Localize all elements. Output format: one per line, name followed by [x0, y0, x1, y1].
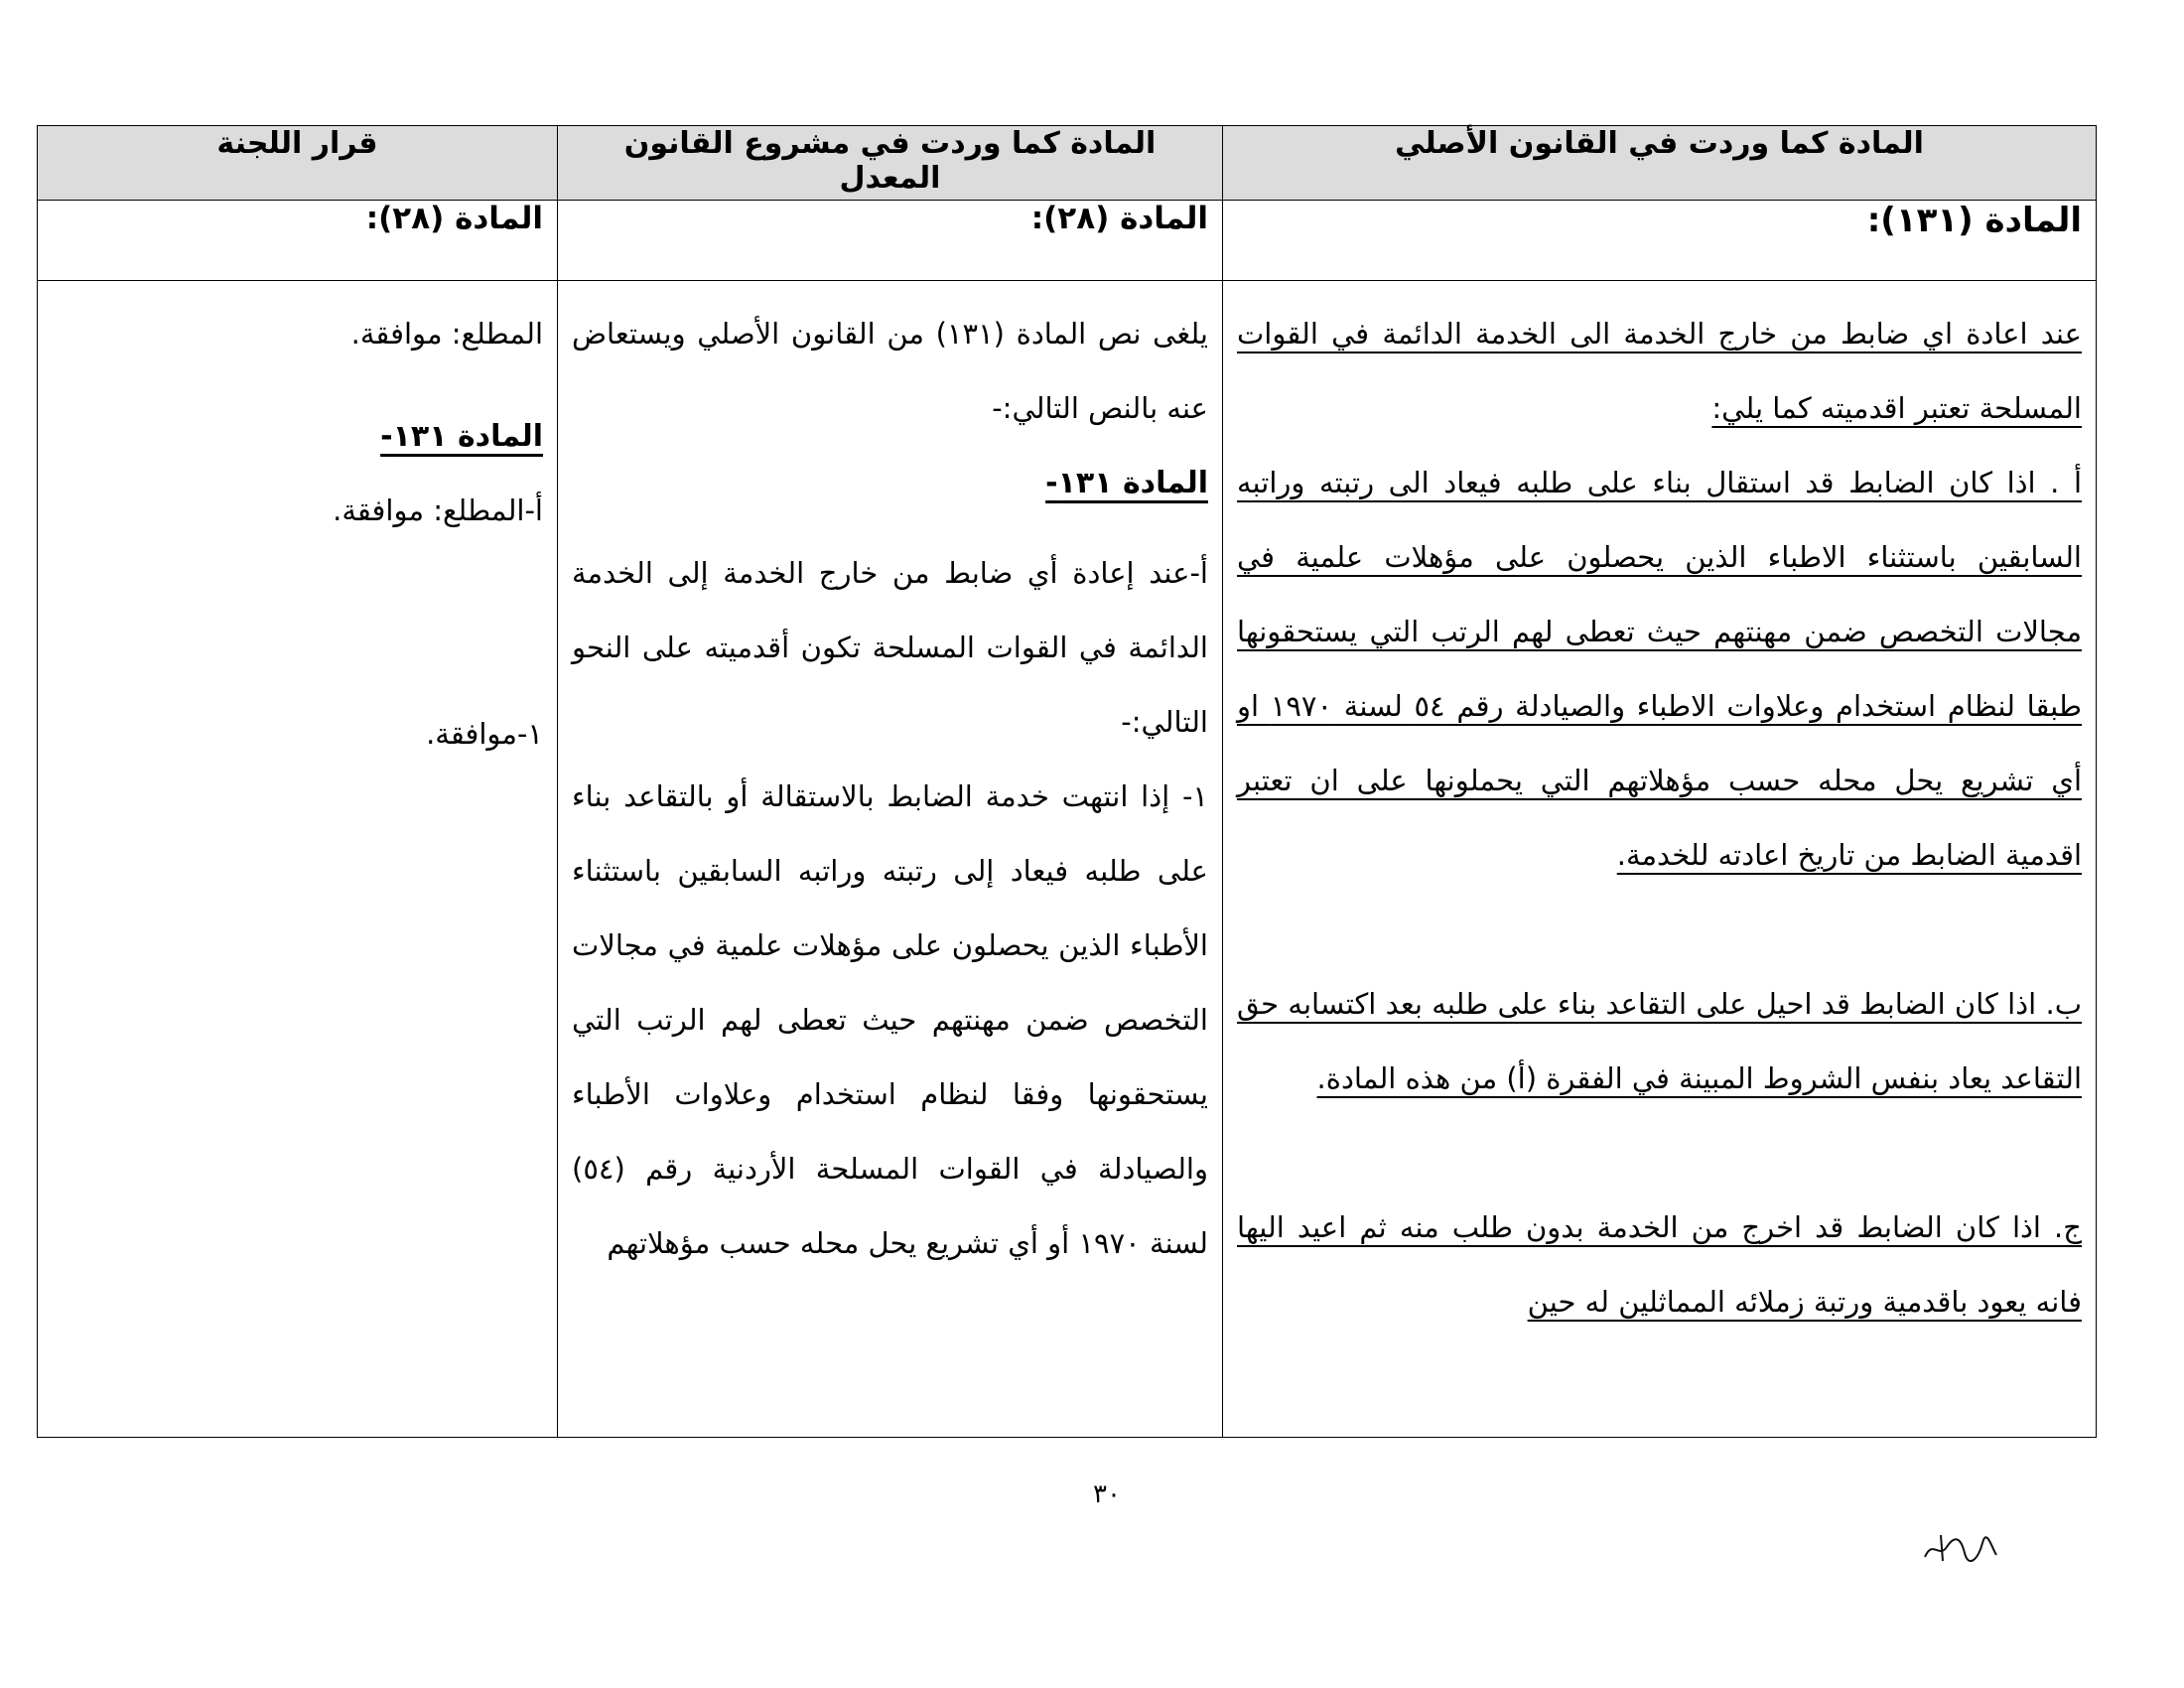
amended-para-a: أ-عند إعادة أي ضابط من خارج الخدمة إلى الخدمة الدائمة في القوات المسلحة تكون أقدميته على النحو التالي:-	[572, 556, 1208, 739]
original-para-a: أ . اذا كان الضابط قد استقال بناء على طلبه فيعاد الى رتبته وراتبه السابقين باستثناء الاطباء الذين يحصلون على مؤهلات علمية في مجالات التخصص ضمن مهنتهم حيث تعطى لهم الرتب التي يستحقونها طبقا لنظام استخدام وعلاوات الاطباء والصيادلة رقم ٥٤ لسنة ١٩٧٠ او أي تشريع يحل محله حسب مؤهلاتهم التي يحملونها على ان تعتبر اقدمية الضابط من تاريخ اعادته للخدمة.	[1237, 466, 2082, 872]
article-row	[38, 201, 2097, 281]
original-para-b: ب. اذا كان الضابط قد احيل على التقاعد بناء على طلبه بعد اكتسابه حق التقاعد يعاد بنفس الشروط المبينة في الفقرة (أ) من هذه المادة.	[1237, 987, 2082, 1095]
committee-para-1: ١-موافقة.	[426, 717, 543, 751]
original-intro: عند اعادة اي ضابط من خارج الخدمة الى الخدمة الدائمة في القوات المسلحة تعتبر اقدميته كما يلي:	[1237, 317, 2082, 425]
page-number: ٣٠	[1093, 1479, 1121, 1509]
body-row	[38, 281, 2097, 1438]
header-original: المادة كما وردت في القانون الأصلي	[1223, 126, 2097, 201]
comparison-table	[37, 125, 2097, 1438]
article-committee: المادة (٢٨):	[38, 201, 558, 281]
amended-text-cell	[558, 281, 1223, 1438]
article-original: المادة (١٣١):	[1223, 201, 2097, 281]
header-row	[38, 126, 2097, 201]
amended-intro: يلغى نص المادة (١٣١) من القانون الأصلي ويستعاض عنه بالنص التالي:-	[572, 317, 1208, 425]
original-text-cell	[1223, 281, 2097, 1438]
header-amended: المادة كما وردت في مشروع القانون المعدل	[558, 126, 1223, 201]
committee-text-cell	[38, 281, 558, 1438]
amended-subtitle: المادة ١٣١-	[1045, 466, 1208, 500]
committee-para-a: أ-المطلع: موافقة.	[333, 493, 543, 527]
committee-subtitle: المادة ١٣١-	[380, 419, 543, 454]
committee-intro: المطلع: موافقة.	[350, 317, 543, 351]
original-para-c: ج. اذا كان الضابط قد اخرج من الخدمة بدون طلب منه ثم اعيد اليها فانه يعود باقدمية ورتبة زملائه المماثلين له حين	[1237, 1210, 2082, 1319]
signature	[1921, 1529, 2000, 1569]
article-amended: المادة (٢٨):	[558, 201, 1223, 281]
header-committee: قرار اللجنة	[38, 126, 558, 201]
amended-para-1: ١- إذا انتهت خدمة الضابط بالاستقالة أو بالتقاعد بناء على طلبه فيعاد إلى رتبته وراتبه السابقين باستثناء الأطباء الذين يحصلون على مؤهلات علمية في مجالات التخصص ضمن مهنتهم حيث تعطى لهم الرتب التي يستحقونها وفقا لنظام استخدام وعلاوات الأطباء والصيادلة في القوات المسلحة الأردنية رقم (٥٤) لسنة ١٩٧٠ أو أي تشريع يحل محله حسب مؤهلاتهم	[572, 779, 1208, 1260]
